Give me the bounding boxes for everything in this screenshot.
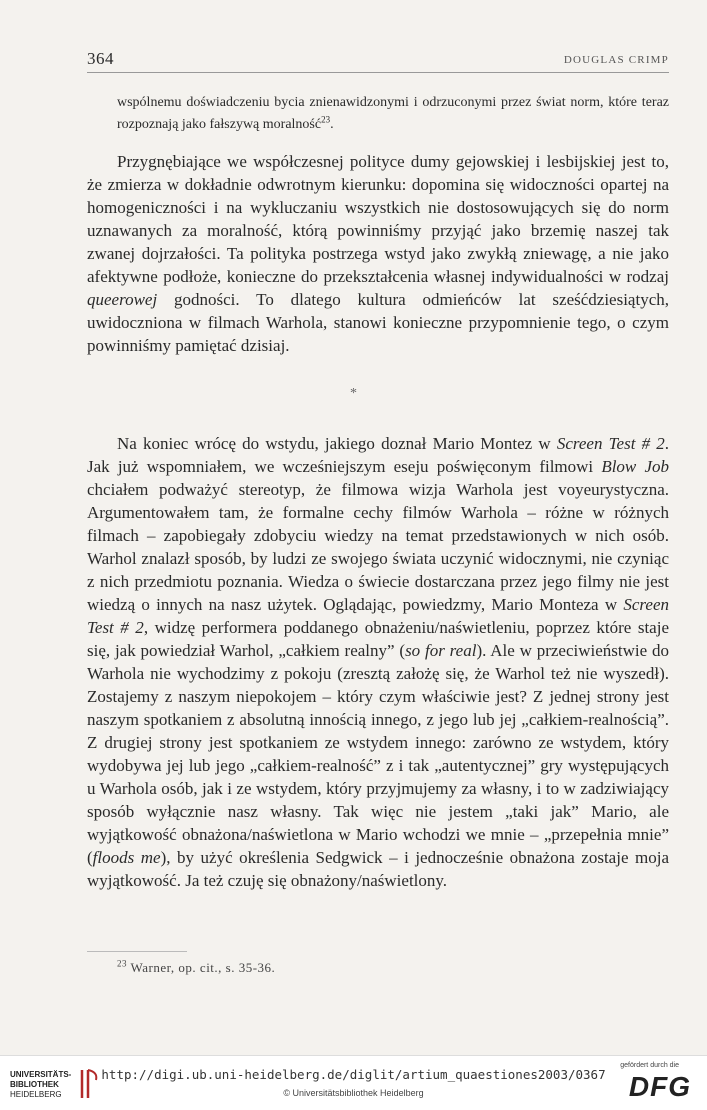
- p2-text-3: chciałem podważyć stereotyp, że filmowa wizja Warhola jest voyeurystyczna. Argumentowałem tam, że formalne cechy filmów Warhola – różne w różnych filmach – zapobiegały zdobyciu wiedzy na temat przedstawionych w nich osób. Warhol znalazł sposób, by ludzi ze swojego świata uczynić widocznymi, nie czyniąc z nich przedmiotu poznania. Wiedza o świecie dostarczana przez jego filmy nie jest wiedzą o innych na nasz użytek. Oglądając, powiedzmy, Mario Monteza w: [87, 480, 669, 614]
- footnote-ref[interactable]: 23: [321, 114, 331, 125]
- p2-italic-2: Blow Job: [601, 457, 669, 476]
- p2-italic-5: floods me: [92, 848, 161, 867]
- header-rule: [87, 72, 669, 73]
- footnote: [117, 960, 275, 976]
- p2-italic-4: so for real: [405, 641, 477, 660]
- p2-text-1: Na koniec wrócę do wstydu, jakiego doznał Mario Montez w: [117, 434, 557, 453]
- footnote-number: 23: [117, 958, 127, 969]
- footnote-rule: [87, 951, 187, 952]
- source-url-link[interactable]: http://digi.ub.uni-heidelberg.de/diglit/artium_quaestiones2003/0367: [101, 1067, 606, 1082]
- p2-text-4: , widzę performera poddanego obnażeniu/naświetleniu, poprzez które staje się, jak powiedział Warhol, „całkiem realny” (: [87, 618, 669, 660]
- library-line-2: BIBLIOTHEK: [10, 1080, 59, 1089]
- p2-text-6: ), by użyć określenia Sedgwick – i jednocześnie obnażona zostaje moja wyjątkowość. Ja też czuję się obnażony/naświetlony.: [87, 848, 669, 890]
- quote-end: .: [330, 117, 334, 132]
- quote-text: wspólnemu doświadczeniu bycia znienawidzonymi i odrzuconymi przez świat norm, które teraz rozpoznają jako fałszywą moralność: [117, 95, 669, 132]
- funded-by-label: gefördert durch die: [620, 1062, 679, 1069]
- p1-text-1: Przygnębiające we współczesnej polityce dumy gejowskiej i lesbijskiej jest to, że zmierza w dokładnie odwrotnym kierunku: dopomina się widoczności opartej na homogeniczności i na wykluczaniu wszystkich nie dostosowujących się do norm uznawanych za moralność, którą powinniśmy przyjąć jako brzemię naszej tak zwanej dojrzałości. Ta polityka postrzega wstyd jako zwykłą zniewagę, a nie jako afektywne podłoże, konieczne do przekształcenia własnej indywidualności w rodzaj: [87, 152, 669, 286]
- p2-text-5: ). Ale w przeciwieństwie do Warhola nie wychodzimy z pokoju (zresztą założę się, że Warhol też nie wyszedł). Zostajemy z naszym niepokojem – który czym właściwie jest? Z jednej strony jest naszym spotkaniem z absolutną innością innego, z jego lub jej „całkiem-realnością”. Z drugiej strony jest spotkaniem ze wstydem innego: zarówno ze wstydem, który wydobywa jej lub jego „całkiem-realność” z i tak „autentycznej” gry występujących u Warhola osób, jak i ze wstydem, który przyjmujemy za własny, i to w zadziwiający sposób wyłącznie nasz własny. Tak więc nie jestem „taki jak” Mario, ale wyjątkowość obnażona/naświetlona w Mario wchodzi we mnie – „przepełnia mnie” (: [87, 641, 670, 867]
- p2-italic-3: Screen Test # 2: [87, 595, 669, 637]
- dfg-logo: DFG: [628, 1071, 691, 1102]
- library-line-3: HEIDELBERG: [10, 1090, 62, 1099]
- p2-italic-1: Screen Test # 2: [556, 434, 665, 453]
- p1-text-2: godności. To dlatego kultura odmieńców lat sześćdziesiątych, uwidoczniona w filmach Warhola, stanowi konieczne przypomnienie tego, o czym powinniśmy pamiętać dzisiaj.: [87, 290, 669, 355]
- library-line-1: UNIVERSITÄTS-: [10, 1070, 72, 1079]
- copyright-notice: © Universitätsbibliothek Heidelberg: [283, 1088, 424, 1098]
- block-quote: [117, 92, 669, 136]
- p2-text-2: . Jak już wspomniałem, we wcześniejszym eseju poświęconym filmowi: [87, 434, 670, 476]
- page-number: 364: [87, 49, 114, 68]
- p1-italic-1: queerowej: [87, 290, 158, 309]
- footnote-text: Warner, op. cit., s. 35-36.: [130, 960, 276, 975]
- paragraph-1: [87, 150, 669, 357]
- section-separator: *: [350, 386, 357, 401]
- running-head: DOUGLAS CRIMP: [563, 54, 669, 66]
- digitization-footer: [0, 1055, 707, 1110]
- paragraph-2: [87, 432, 669, 892]
